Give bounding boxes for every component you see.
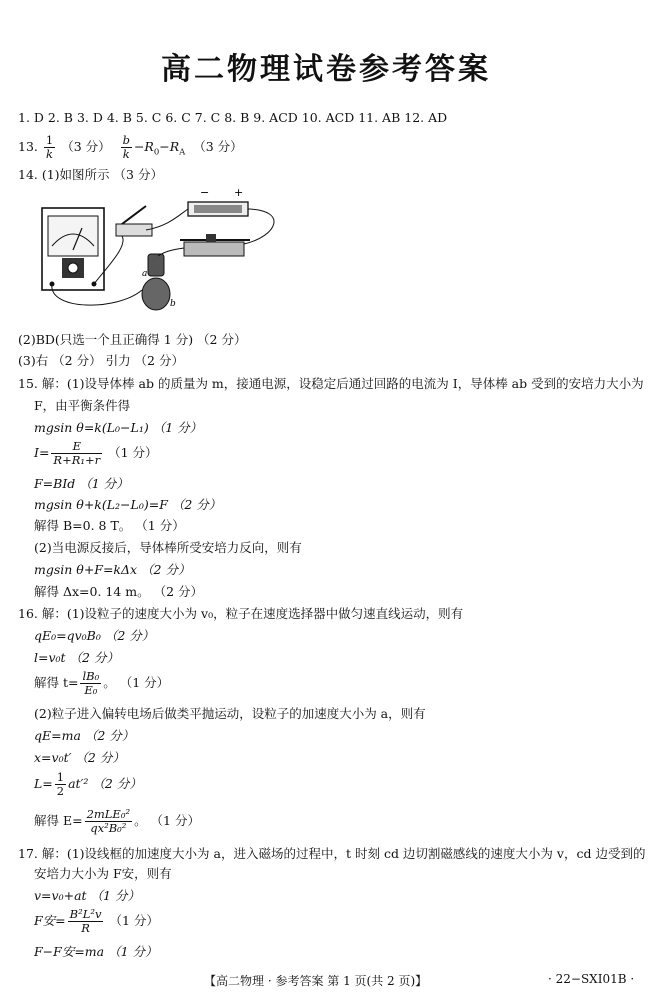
q16-eq6: L= $\frac{1}{2}$ at′² （2 分） — [34, 770, 142, 798]
q14-part2: (2)BD(只选一个且正确得 1 分) （2 分） — [18, 332, 247, 347]
fraction-field: $\frac{\text{2mLE₀²}}{\text{qx²B₀²}}$ — [86, 807, 131, 835]
q16-eq2: l=v₀t （2 分） — [34, 650, 119, 665]
q16-eq7: 解得 E= $\frac{\text{2mLE₀²}}{\text{qx²B₀²}}$ 。 （1 分） — [34, 807, 200, 835]
circuit-figure — [38, 186, 288, 318]
q15-eq3: F=BId （1 分） — [34, 476, 129, 491]
q16-eq3: 解得 t= $\frac{\text{lB₀}}{\text{E₀}}$ 。 （1 分） — [34, 669, 170, 697]
rheostat-slider — [206, 234, 216, 242]
q13-score-1: （3 分） — [61, 139, 111, 154]
coil-label-a: a — [142, 269, 148, 279]
q16-line2: (2)粒子进入偏转电场后做类平抛运动，设粒子的加速度大小为 a，则有 — [34, 706, 426, 721]
footer-code: · 22−SXI01B · — [548, 972, 635, 986]
q17-eq3: F−F安=ma （1 分） — [34, 944, 158, 959]
fraction-time: $\frac{\text{lB₀}}{\text{E₀}}$ — [82, 669, 100, 697]
fraction-one-half: $\frac{1}{2}$ — [56, 770, 65, 798]
galvanometer-knob — [68, 263, 78, 273]
coil-label-b: b — [170, 299, 176, 309]
fraction-b-over-k: $\frac{b}{k}$ — [122, 133, 130, 161]
small-coil-a — [148, 254, 164, 276]
battery-cell — [194, 205, 242, 213]
q15-eq1: mgsin θ=k(L₀−L₁) （1 分） — [34, 420, 203, 435]
page-title: 高二物理试卷参考答案 — [161, 52, 491, 87]
q17-line1: 17. 解：(1)设线框的加速度大小为 a，进入磁场的过程中，t 时刻 cd 边切割磁感线的速度大小为 v，cd 边受到的 — [18, 846, 646, 861]
q15-result2: 解得 Δx=0. 14 m。 （2 分） — [34, 584, 204, 599]
q16-eq5: x=v₀t′ （2 分） — [34, 750, 125, 765]
mc-answers: 1. D 2. B 3. D 4. B 5. C 6. C 7. C 8. B 9. ACD 10. ACD 11. AB 12. AD — [18, 110, 448, 125]
q15-result1: 解得 B=0. 8 T。 （1 分） — [34, 518, 185, 533]
rheostat — [184, 242, 244, 256]
fraction-1-over-k: $\frac{1}{k}$ — [45, 133, 54, 161]
q17-line2: 安培力大小为 F安，则有 — [34, 866, 172, 881]
q13-score-2: （3 分） — [193, 139, 243, 154]
q14-part3: (3)右 （2 分） 引力 （2 分） — [18, 353, 184, 368]
q15-line1: 15. 解：(1)设导体棒 ab 的质量为 m，接通电源，设稳定后通过回路的电流为 I，导体棒 ab 受到的安培力大小为 — [18, 376, 644, 391]
q17-eq1: v=v₀+at （1 分） — [34, 888, 140, 903]
large-coil-b — [142, 278, 170, 310]
q16-eq1: qE₀=qv₀B₀ （2 分） — [34, 628, 155, 643]
q15-line2: F，由平衡条件得 — [34, 398, 131, 413]
q16-eq4: qE=ma （2 分） — [34, 728, 135, 743]
wire-1 — [52, 284, 142, 305]
q14-part1: 14. (1)如图所示 （3 分） — [18, 167, 163, 182]
q13-number: 13. — [18, 139, 38, 154]
q16-line1: 16. 解：(1)设粒子的速度大小为 v₀，粒子在速度选择器中做匀速直线运动，则有 — [18, 606, 464, 621]
battery-plus-label: + — [234, 186, 244, 199]
battery-minus-label: − — [200, 186, 210, 199]
fraction-ampere-force: $\frac{\text{B²L²v}}{R}$ — [69, 907, 102, 935]
fraction-current: $\frac{E}{\text{R+R₁+r}}$ — [53, 439, 101, 467]
q15-line3: (2)当电源反接后，导体棒所受安培力反向，则有 — [34, 540, 302, 555]
q15-eq4: mgsin θ+k(L₂−L₀)=F （2 分） — [34, 497, 222, 512]
switch-lever — [122, 206, 146, 224]
q15-eq2: I= $\frac{E}{\text{R+R₁+r}}$ （1 分） — [34, 439, 158, 467]
q13-answer: 13. $\frac{1}{k}$ （3 分） $\frac{b}{k}$ $-R_0-R_A$ （3 分） — [18, 133, 243, 161]
q17-eq2: F安= $\frac{\text{B²L²v}}{R}$ （1 分） — [34, 907, 159, 935]
q15-eq6: mgsin θ+F=kΔx （2 分） — [34, 562, 191, 577]
footer-page-info: 【高二物理 · 参考答案 第 1 页(共 2 页)】 — [204, 974, 428, 988]
